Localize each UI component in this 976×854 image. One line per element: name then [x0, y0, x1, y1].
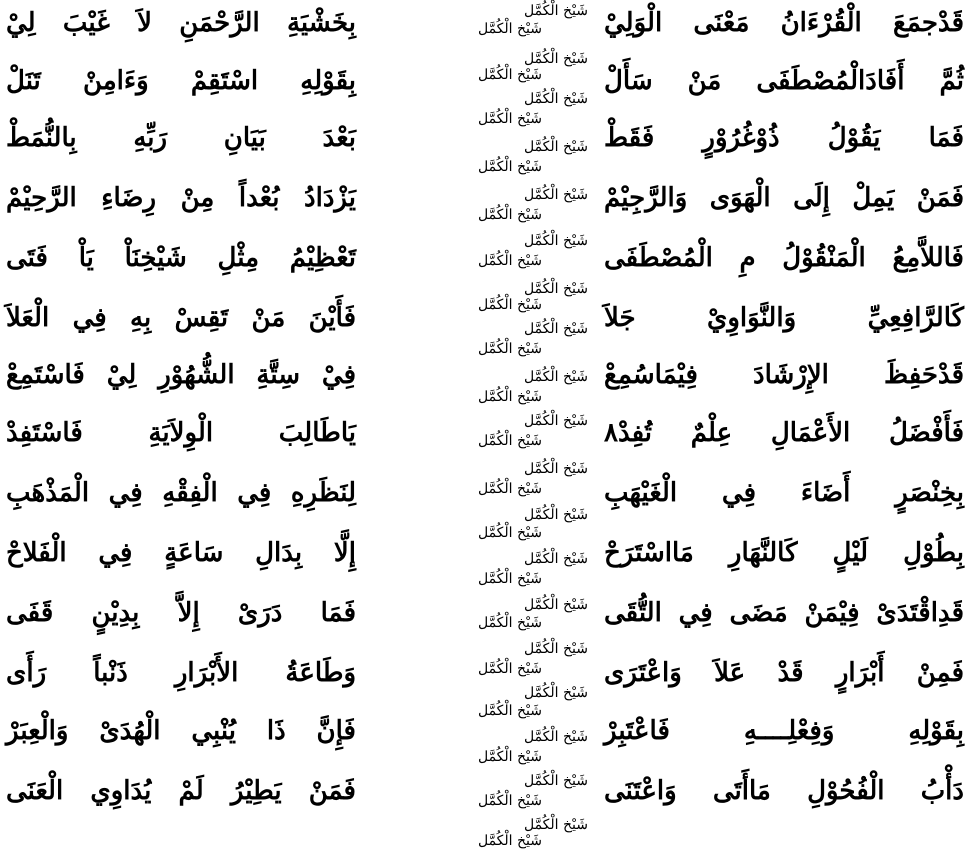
- tag-note: شَيْخ الْكُمَّل: [477, 433, 542, 449]
- verse-right-13: بِقَوْلِهِ وَفِعْلِــــهِ فَاعْتَبِرْ: [604, 716, 964, 746]
- tag-note: شَيْخ الْكُمَّل: [477, 159, 542, 175]
- verse-left-1: بِخَشْيَةِ الرَّحْمَنِ لاَ غَيْبَ لِيْ: [6, 8, 356, 38]
- verse-right-14: دَأْبُ الْفُحُوْلِ مَاأَتَى وَاعْتَنَى: [604, 776, 964, 806]
- verse-left-6: فَأَيْنَ مَنْ تَقِسْ بِهِ فِي الْعَلاَ: [6, 303, 356, 333]
- tag-note: شَيْخ الْكُمَّل: [523, 685, 588, 701]
- verse-left-13: فَإِنَّ ذَا يُنْبِي الْهُدَىْ وَالْعِبَرْ: [6, 716, 356, 746]
- tag-note: شَيْخ الْكُمَّل: [523, 551, 588, 567]
- tag-note: شَيْخ الْكُمَّل: [523, 3, 588, 19]
- tag-note: شَيْخ الْكُمَّل: [477, 481, 542, 497]
- tag-note: شَيْخ الْكُمَّل: [523, 641, 588, 657]
- verse-right-10: بِطُوْلِ لَيْلٍ كَالنَّهَارِ مَااسْتَرَحْ: [604, 538, 964, 568]
- verse-left-4: يَزْدَادُ بُعْداً مِنْ رِضَاءِ الرَّحِيْمْ: [6, 183, 356, 213]
- verse-left-2: بِقَوْلِهِ اسْتَقِمْ وَءَامِنْ تَنَلْ: [6, 66, 356, 96]
- tag-note: شَيْخ الْكُمَّل: [477, 389, 542, 405]
- verse-right-8: فَأَفْضَلُ الأَعْمَالِ عِلْمٌ تُفِدْ٨: [604, 418, 964, 448]
- verse-right-9: بِخِنْصَرٍ أَضَاءَ فِي الْغَيْهَبِ: [604, 478, 964, 508]
- verse-right-7: قَدْحَفِظَ الإِرْشَادَ فِيْمَاسُمِعْ: [604, 360, 964, 390]
- verse-right-5: فَاللاَّمِعُ الْمَنْقُوْلُ مِ الْمُصْطَفَى: [604, 243, 964, 273]
- tag-note: شَيْخ الْكُمَّل: [523, 91, 588, 107]
- tag-note: شَيْخ الْكُمَّل: [523, 773, 588, 789]
- verse-right-4: فَمَنْ يَمِلْ إِلَى الْهَوَى وَالرَّجِيْمْ: [604, 183, 964, 213]
- tag-note: شَيْخ الْكُمَّل: [477, 341, 542, 357]
- tag-note: شَيْخ الْكُمَّل: [477, 749, 542, 765]
- tag-note: شَيْخ الْكُمَّل: [523, 461, 588, 477]
- tag-note: شَيْخ الْكُمَّل: [523, 281, 588, 297]
- tag-note: شَيْخ الْكُمَّل: [477, 525, 542, 541]
- tag-note: شَيْخ الْكُمَّل: [477, 207, 542, 223]
- tag-note: شَيْخ الْكُمَّل: [523, 817, 588, 833]
- tag-note: شَيْخ الْكُمَّل: [477, 253, 542, 269]
- verse-left-5: تَعْظِيْمُ مِثْلِ شَيْخِنَاْ يَاْ فَتَى: [6, 243, 356, 273]
- tag-note: شَيْخ الْكُمَّل: [523, 597, 588, 613]
- verse-left-14: فَمَنْ يَطِيْرُ لَمْ يُدَاوِي الْعَنَى: [6, 776, 356, 806]
- tag-note: شَيْخ الْكُمَّل: [523, 507, 588, 523]
- tag-note: شَيْخ الْكُمَّل: [523, 321, 588, 337]
- tag-note: شَيْخ الْكُمَّل: [523, 233, 588, 249]
- verse-right-11: قَدِاقْتَدَىْ فِيْمَنْ مَضَى فِي التُّقَى: [604, 598, 964, 628]
- verse-left-7: فِيْ سِتَّةِ الشُّهُوْرِ لِيْ فَاسْتَمِعْ: [6, 360, 356, 390]
- verse-left-8: يَاطَالِبَ الْوِلاَيَةِ فَاسْتَفِدْ: [6, 418, 356, 448]
- tag-note: شَيْخ الْكُمَّل: [523, 51, 588, 67]
- verse-left-11: فَمَا دَرَىْ إِلاَّ بِدِيْنٍ قَفَى: [6, 598, 356, 628]
- verse-left-3: بَعْدَ بَيَانِ رَبِّهِ بِالنُّمَطْ: [6, 123, 356, 153]
- tag-note: شَيْخ الْكُمَّل: [477, 297, 542, 313]
- tag-note: شَيْخ الْكُمَّل: [477, 793, 542, 809]
- tag-note: شَيْخ الْكُمَّل: [523, 187, 588, 203]
- tag-note: شَيْخ الْكُمَّل: [477, 111, 542, 127]
- tag-note: شَيْخ الْكُمَّل: [523, 139, 588, 155]
- tag-note: شَيْخ الْكُمَّل: [477, 703, 542, 719]
- tag-note: شَيْخ الْكُمَّل: [477, 615, 542, 631]
- tag-note: شَيْخ الْكُمَّل: [523, 413, 588, 429]
- verse-left-9: لِنَظَرِهِ فِي الْفِقْهِ فِي الْمَذْهَبِ: [6, 478, 356, 508]
- tag-note: شَيْخ الْكُمَّل: [477, 833, 542, 849]
- verse-right-12: فَمِنْ أَبْرَارٍ قَدْ عَلاَ وَاعْتَرَى: [604, 658, 964, 688]
- tag-note: شَيْخ الْكُمَّل: [477, 67, 542, 83]
- verse-right-3: فَمَا يَقُوْلُ ذُوْغُرُوْرٍ فَقَطْ: [604, 123, 964, 153]
- tag-note: شَيْخ الْكُمَّل: [477, 661, 542, 677]
- tag-note: شَيْخ الْكُمَّل: [477, 571, 542, 587]
- tag-note: شَيْخ الْكُمَّل: [523, 729, 588, 745]
- tag-note: شَيْخ الْكُمَّل: [477, 21, 542, 37]
- verse-left-10: إِلَّا بِدَالِ سَاعَةٍ فِي الْفَلاحْ: [6, 538, 356, 568]
- verse-right-6: كَالرَّافِعِيِّ وَالنَّوَاوِيْ جَلاَ: [604, 303, 964, 333]
- verse-right-2: ثُمَّ أَفَادَالْمُصْطَفَى مَنْ سَأَلْ: [604, 66, 964, 96]
- tag-note: شَيْخ الْكُمَّل: [523, 369, 588, 385]
- verse-left-12: وَطَاعَةُ الأَبْرَارِ ذَنْباً رَأَى: [6, 658, 356, 688]
- verse-right-1: قَدْجمَعَ الْقُرْءَانُ مَعْنَى الْوَلِيْ: [604, 8, 964, 38]
